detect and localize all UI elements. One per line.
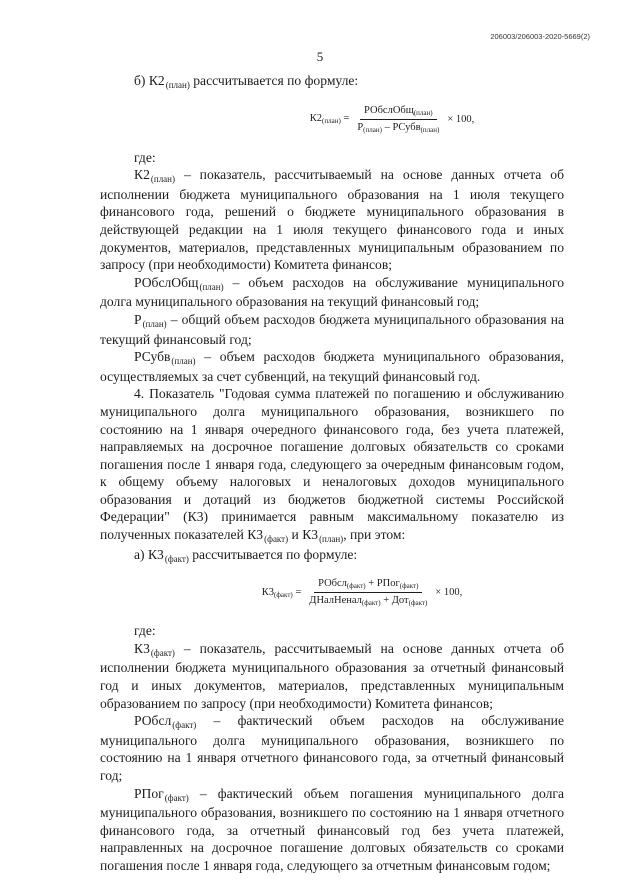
subscript: (факт) [150, 647, 175, 658]
subitem-a-tail: рассчитывается по формуле: [188, 546, 358, 562]
formula-k2-fraction [353, 104, 443, 135]
subscript: (план) [142, 318, 167, 329]
definition-k3 [100, 640, 564, 712]
subitem-b-intro [100, 72, 564, 92]
subscript: (факт) [164, 792, 189, 803]
formula-k3 [160, 577, 564, 608]
definition-robslobsch [100, 274, 564, 311]
subitem-b-tail: рассчитывается по формуле: [189, 73, 359, 88]
formula-k3-numerator: РОбсл(факт) + РПог(факт) [314, 577, 422, 593]
formula-k3-lhs: К3(факт) = [261, 586, 302, 599]
term: РСубв [134, 349, 171, 365]
subscript: (план) [165, 80, 190, 90]
term: РОбсл [134, 713, 172, 729]
item-4-tail: , при этом: [343, 527, 406, 543]
formula-k2-numerator: РОбслОбщ(план) [360, 104, 437, 120]
page-number: 5 [316, 49, 324, 64]
definition-text: – объем расходов бюджета муниципального образования, осуществляемых за счет субвенций, на текущий финансовый год. [100, 349, 564, 384]
definition-r [100, 311, 564, 348]
subitem-b-label: б) К2 [134, 73, 165, 88]
subscript: (факт) [164, 553, 189, 564]
formula-k3-tail: × 100, [435, 587, 463, 599]
subscript: (план) [319, 534, 344, 545]
definition-rpog [100, 785, 564, 875]
term: К3 [134, 640, 150, 656]
formula-k2-lhs: К2(план) = [309, 113, 350, 126]
definition-text: – фактический объем погашения муниципального долга муниципального образования, возникшего по состоянию на 1 января отчетного финансового года, за отчетный финансовый год без учета платежей, направленных на досрочное погашение долговых обязательств со сроками погашения после 1 января года, следующего за отчетным финансовым годом; [100, 785, 564, 873]
definition-text: – показатель, рассчитываемый на основе данных отчета об исполнении бюджета муниципального образования на 1 июля текущего финансового года, решений о бюджете муниципального образования в действующей редакции на 1 июля текущего финансового года и иных документов, материалов, представленных муниципальным образованием по запросу (при необходимости) Комитета финансов; [100, 167, 564, 273]
formula-k3-fraction [305, 577, 431, 608]
definition-rsubv [100, 348, 564, 385]
formula-k3-denominator: ДНалНенал(факт) + Дот(факт) [309, 595, 428, 608]
item-4-mid: и К3 [288, 527, 319, 543]
formula-k2-denominator: Р(план) – РСубв(план) [357, 121, 440, 134]
item-4-text: 4. Показатель "Годовая сумма платежей по погашению и обслуживанию муниципального долга муниципального образования, возникшего по состоянию на 1 января очередного финансового года, без учета платежей, направляемых на досрочное погашение долговых обязательств со сроками погашения после 1 января года, следующего за очередным финансовым годом, к общему объему налоговых и неналоговых доходов муниципального образования и дотаций из бюджетов бюджетной системы Российской Федерации" (К3) принимается равным максимальному показателю из полученных показателей К3 [100, 386, 564, 543]
subitem-a-intro [100, 546, 564, 566]
formula-k2 [220, 104, 564, 135]
definition-k2 [100, 166, 564, 274]
subscript: (план) [199, 281, 224, 292]
term: РПог [134, 785, 164, 801]
subscript: (план) [171, 356, 196, 367]
definition-robsl-fact [100, 712, 564, 784]
item-4 [100, 385, 564, 545]
where-label-1: где: [134, 149, 156, 165]
subitem-a-label: а) К3 [134, 546, 164, 562]
term: К2 [134, 167, 150, 183]
subscript: (план) [150, 174, 175, 185]
document-body [100, 72, 564, 875]
document-code: 206003/206003-2020-5669(2) [490, 32, 590, 41]
term: Р [134, 311, 142, 327]
definition-text: – общий объем расходов бюджета муниципального образования на текущий финансовый год; [100, 311, 564, 347]
where-label-2: где: [134, 623, 156, 639]
term: РОбслОбщ [134, 274, 199, 290]
subscript: (факт) [264, 534, 289, 545]
definition-text: – объем расходов на обслуживание муниципального долга муниципального образования на текущий финансовый год; [100, 274, 564, 310]
definition-text: – показатель, рассчитываемый на основе данных отчета об исполнении бюджета муниципального образования за отчетный финансовый год и иных документов, материалов, представленных муниципальным образованием по запросу (при необходимости) Комитета финансов; [100, 640, 564, 711]
definition-text: – фактический объем расходов на обслуживание муниципального долга муниципального образования, возникшего по состоянию на 1 января отчетного финансового года, за отчетный финансовый год; [100, 713, 564, 783]
subscript: (факт) [172, 720, 197, 731]
formula-k2-tail: × 100, [447, 113, 475, 125]
